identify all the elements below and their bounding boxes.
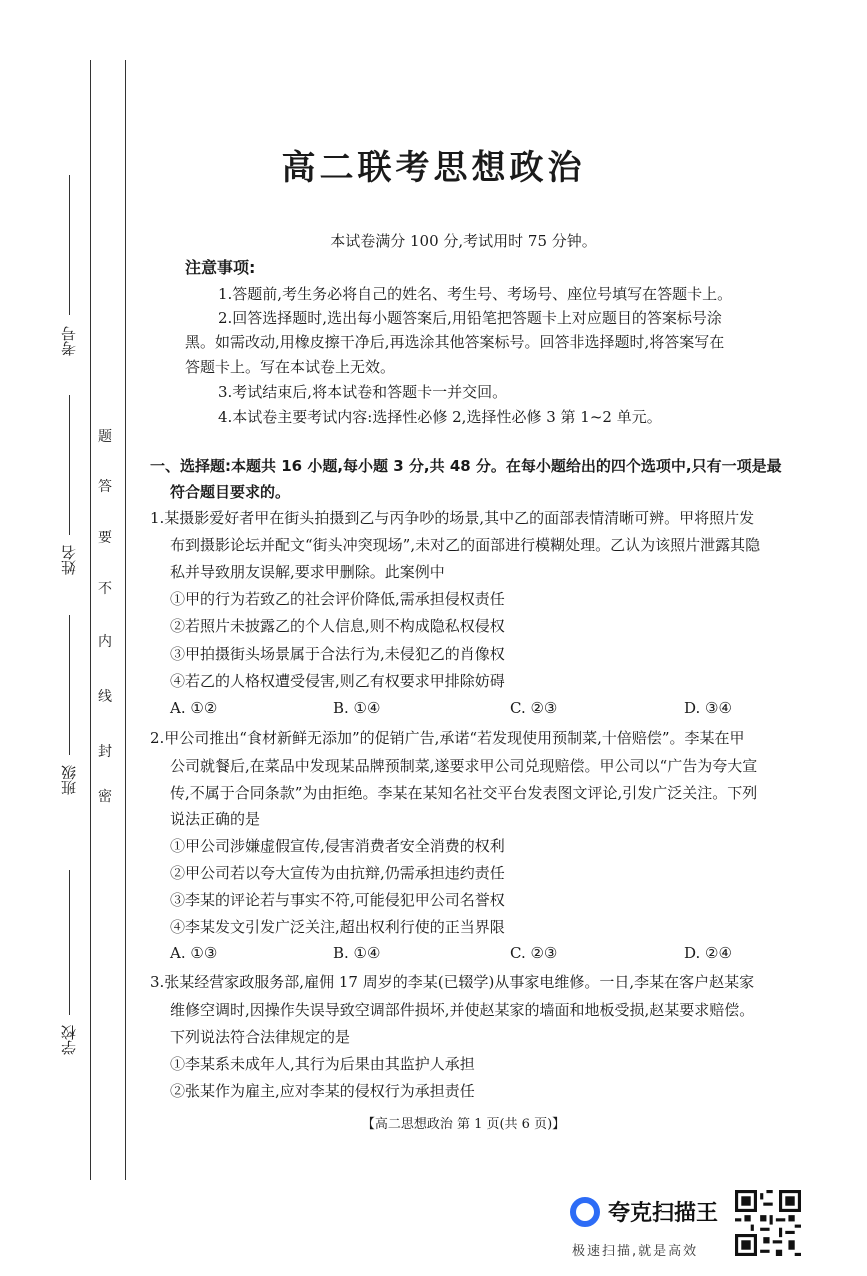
page-footer: 【高二思想政治 第 1 页(共 6 页)】 <box>361 1117 566 1132</box>
question-2-choice-b: B. ①④ <box>333 944 381 962</box>
question-1-text: 布到摄影论坛并配文“街头冲突现场”,未对乙的面部进行模糊处理。乙认为该照片泄露其隐 <box>170 536 761 554</box>
question-1-text: 私并导致朋友误解,要求甲删除。此案例中 <box>170 563 445 581</box>
class-label: 班级 <box>60 765 78 795</box>
question-3-statement: ②张某作为雇主,应对李某的侵权行为承担责任 <box>170 1082 475 1100</box>
exam-info: 本试卷满分 100 分,考试用时 75 分钟。 <box>330 232 597 250</box>
question-3-text: 3.张某经营家政服务部,雇佣 17 周岁的李某(已辍学)从事家电维修。一日,李某在客户赵某家 <box>150 973 755 991</box>
question-2-text: 公司就餐后,在菜品中发现某品牌预制菜,遂要求甲公司兑现赔偿。甲公司以“广告为夸大宣 <box>170 757 758 775</box>
page-title: 高二联考思想政治 <box>281 148 586 188</box>
question-2-text: 传,不属于合同条款”为由拒绝。李某在某知名社交平台发表图文评论,引发广泛关注。下列 <box>170 784 758 802</box>
question-2-text: 说法正确的是 <box>170 810 261 828</box>
qr-code <box>735 1190 801 1256</box>
question-2-statement: ①甲公司涉嫌虚假宣传,侵害消费者安全消费的权利 <box>170 837 505 855</box>
question-1-statement: ④若乙的人格权遭受侵害,则乙有权要求甲排除妨碍 <box>170 672 505 690</box>
section-heading: 一、选择题:本题共 16 小题,每小题 3 分,共 48 分。在每小题给出的四个选项中,只有一项是最 <box>150 457 782 475</box>
seal-char: 题 <box>98 429 112 445</box>
school-blank <box>69 870 70 1015</box>
question-1-choice-c: C. ②③ <box>510 699 558 717</box>
name-blank <box>69 395 70 535</box>
question-3-text: 维修空调时,因操作失误导致空调部件损坏,并使赵某家的墙面和地板受损,赵某要求赔偿。 <box>170 1001 755 1019</box>
question-2-choice-d: D. ②④ <box>684 944 732 962</box>
question-3-text: 下列说法符合法律规定的是 <box>170 1028 351 1046</box>
scanner-brand-name: 夸克扫描王 <box>608 1201 719 1226</box>
seal-char: 密 <box>98 789 112 805</box>
scanner-logo <box>570 1197 600 1227</box>
seal-char: 不 <box>98 581 112 597</box>
notice-line: 4.本试卷主要考试内容:选择性必修 2,选择性必修 3 第 1~2 单元。 <box>218 408 662 426</box>
question-2-statement: ④李某发文引发广泛关注,超出权利行使的正当界限 <box>170 918 505 936</box>
notice-line: 答题卡上。写在本试卷上无效。 <box>185 358 396 376</box>
question-1-statement: ①甲的行为若致乙的社会评价降低,需承担侵权责任 <box>170 590 505 608</box>
section-heading-cont: 符合题目要求的。 <box>170 483 291 501</box>
seal-char: 线 <box>98 689 112 705</box>
seal-char: 答 <box>98 479 112 495</box>
question-1-text: 1.某摄影爱好者甲在街头拍摄到乙与丙争吵的场景,其中乙的面部表情清晰可辨。甲将照片发 <box>150 509 755 527</box>
margin-line-right <box>125 60 126 1180</box>
notice-heading: 注意事项: <box>185 258 256 277</box>
question-1-choice-a: A. ①② <box>170 699 218 717</box>
notice-line: 黑。如需改动,用橡皮擦干净后,再选涂其他答案标号。回答非选择题时,将答案写在 <box>185 333 725 351</box>
question-1-statement: ②若照片未披露乙的个人信息,则不构成隐私权侵权 <box>170 617 505 635</box>
seal-char: 封 <box>98 744 112 760</box>
question-1-choice-b: B. ①④ <box>333 699 381 717</box>
question-1-statement: ③甲拍摄街头场景属于合法行为,未侵犯乙的肖像权 <box>170 645 505 663</box>
notice-line: 2.回答选择题时,选出每小题答案后,用铅笔把答题卡上对应题目的答案标号涂 <box>218 309 722 327</box>
notice-line: 1.答题前,考生务必将自己的姓名、考生号、考场号、座位号填写在答题卡上。 <box>218 285 733 303</box>
question-3-statement: ①李某系未成年人,其行为后果由其监护人承担 <box>170 1055 475 1073</box>
class-blank <box>69 615 70 755</box>
question-1-choice-d: D. ③④ <box>684 699 732 717</box>
name-label: 姓名 <box>60 545 78 575</box>
question-2-statement: ②甲公司若以夸大宣传为由抗辩,仍需承担违约责任 <box>170 864 505 882</box>
question-2-choice-c: C. ②③ <box>510 944 558 962</box>
question-2-choice-a: A. ①③ <box>170 944 218 962</box>
seal-char: 内 <box>98 634 112 650</box>
scanner-slogan: 极速扫描,就是高效 <box>572 1244 699 1259</box>
question-2-text: 2.甲公司推出“食材新鲜无添加”的促销广告,承诺“若发现使用预制菜,十倍赔偿”。李某在甲 <box>150 729 745 747</box>
scanner-brand <box>570 1196 718 1227</box>
seal-char: 要 <box>98 530 112 546</box>
question-2-statement: ③李某的评论若与事实不符,可能侵犯甲公司名誉权 <box>170 891 505 909</box>
school-label: 学校 <box>60 1025 78 1055</box>
margin-line-left <box>90 60 91 1180</box>
exam-number-label: 考号 <box>60 326 78 356</box>
notice-line: 3.考试结束后,将本试卷和答题卡一并交回。 <box>218 383 508 401</box>
